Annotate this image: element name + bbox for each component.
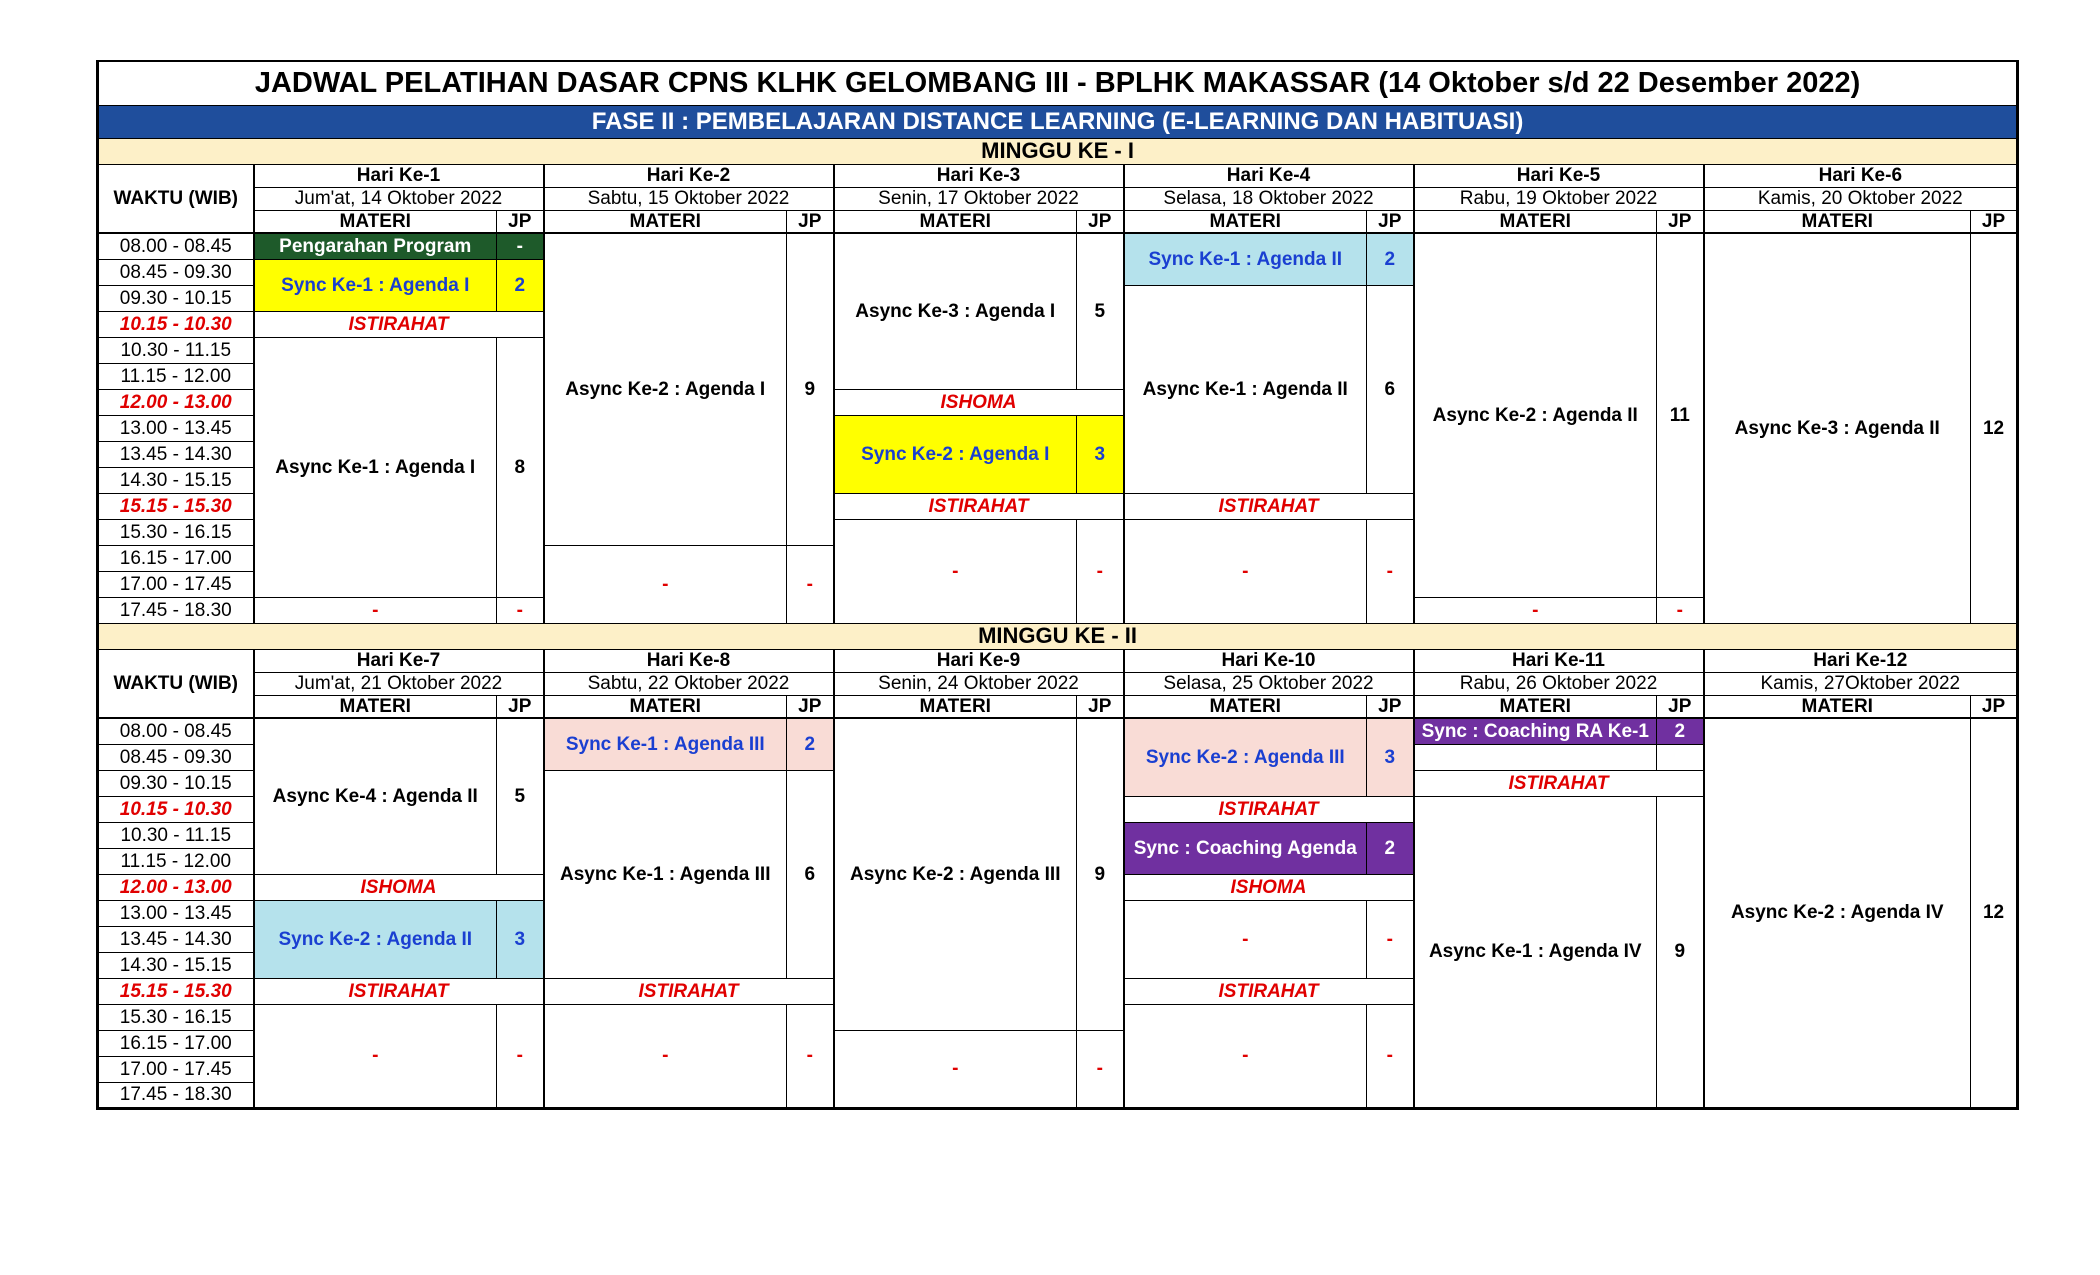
break-cell: ISTIRAHAT <box>254 311 544 337</box>
empty-jp: - <box>1367 1004 1414 1108</box>
empty-jp: - <box>787 1004 834 1108</box>
materi-cell: Sync : Coaching Agenda <box>1124 822 1367 874</box>
jp-cell: 5 <box>1077 233 1124 389</box>
break-cell: ISHOMA <box>254 874 544 900</box>
time-slot: 12.00 - 13.00 <box>98 389 254 415</box>
materi-header: MATERI <box>544 695 787 718</box>
materi-header: MATERI <box>1414 695 1657 718</box>
jp-header: JP <box>1971 210 2018 233</box>
day-header: Hari Ke-7 <box>254 649 544 672</box>
materi-cell: Async Ke-2 : Agenda I <box>544 233 787 545</box>
jp-header: JP <box>1971 695 2018 718</box>
time-slot: 09.30 - 10.15 <box>98 285 254 311</box>
materi-cell: Async Ke-4 : Agenda II <box>254 718 497 874</box>
jp-header: JP <box>787 695 834 718</box>
day-date: Kamis, 20 Oktober 2022 <box>1704 187 2018 210</box>
materi-cell: Sync Ke-2 : Agenda III <box>1124 718 1367 796</box>
waktu-header: WAKTU (WIB) <box>98 649 254 718</box>
blank-cell <box>1414 744 1657 770</box>
jp-cell: 2 <box>787 718 834 770</box>
time-slot: 13.00 - 13.45 <box>98 415 254 441</box>
time-slot: 09.30 - 10.15 <box>98 770 254 796</box>
empty-jp: - <box>1077 1030 1124 1108</box>
break-cell: ISTIRAHAT <box>1124 493 1414 519</box>
time-slot: 15.30 - 16.15 <box>98 519 254 545</box>
break-cell: ISHOMA <box>1124 874 1414 900</box>
empty-materi: - <box>834 1030 1077 1108</box>
time-slot: 17.00 - 17.45 <box>98 1056 254 1082</box>
day-header: Hari Ke-3 <box>834 164 1124 187</box>
phase-banner: FASE II : PEMBELAJARAN DISTANCE LEARNING (E-LEARNING DAN HABITUASI) <box>98 105 2018 138</box>
document-title: JADWAL PELATIHAN DASAR CPNS KLHK GELOMBANG III - BPLHK MAKASSAR (14 Oktober s/d 22 Desember 2022) <box>98 61 2018 105</box>
time-slot: 16.15 - 17.00 <box>98 1030 254 1056</box>
empty-jp: - <box>787 545 834 623</box>
materi-cell: Async Ke-1 : Agenda I <box>254 337 497 597</box>
materi-cell: Async Ke-1 : Agenda IV <box>1414 796 1657 1108</box>
time-slot: 10.30 - 11.15 <box>98 822 254 848</box>
jp-cell: 11 <box>1657 233 1704 597</box>
day-header: Hari Ke-12 <box>1704 649 2018 672</box>
jp-cell: 9 <box>1657 796 1704 1108</box>
jp-cell: 2 <box>1367 822 1414 874</box>
day-header: Hari Ke-5 <box>1414 164 1704 187</box>
jp-cell: 3 <box>1077 415 1124 493</box>
materi-header: MATERI <box>834 210 1077 233</box>
materi-header: MATERI <box>254 210 497 233</box>
empty-jp: - <box>1367 519 1414 623</box>
empty-materi: - <box>1124 1004 1367 1108</box>
jp-cell: 2 <box>1367 233 1414 285</box>
day-header: Hari Ke-11 <box>1414 649 1704 672</box>
jp-cell: 9 <box>1077 718 1124 1030</box>
break-cell: ISTIRAHAT <box>544 978 834 1004</box>
materi-cell: Sync Ke-2 : Agenda II <box>254 900 497 978</box>
jp-cell: 5 <box>497 718 544 874</box>
time-slot: 15.15 - 15.30 <box>98 978 254 1004</box>
day-date: Selasa, 25 Oktober 2022 <box>1124 672 1414 695</box>
empty-jp: - <box>1657 597 1704 623</box>
jp-header: JP <box>497 695 544 718</box>
time-slot: 08.45 - 09.30 <box>98 259 254 285</box>
break-cell: ISTIRAHAT <box>834 493 1124 519</box>
materi-cell: Async Ke-3 : Agenda II <box>1704 233 1971 623</box>
materi-cell: Sync Ke-1 : Agenda I <box>254 259 497 311</box>
break-cell: ISTIRAHAT <box>1124 796 1414 822</box>
materi-header: MATERI <box>834 695 1077 718</box>
materi-header: MATERI <box>254 695 497 718</box>
schedule-table <box>96 60 2019 1110</box>
empty-jp: - <box>497 1004 544 1108</box>
empty-materi: - <box>254 597 497 623</box>
day-date: Kamis, 27Oktober 2022 <box>1704 672 2018 695</box>
empty-jp: - <box>497 597 544 623</box>
time-slot: 15.30 - 16.15 <box>98 1004 254 1030</box>
time-slot: 08.00 - 08.45 <box>98 718 254 744</box>
day-date: Senin, 17 Oktober 2022 <box>834 187 1124 210</box>
jp-cell: 12 <box>1971 233 2018 623</box>
blank-cell <box>1657 744 1704 770</box>
materi-cell: Sync : Coaching RA Ke-1 <box>1414 718 1657 744</box>
day-date: Selasa, 18 Oktober 2022 <box>1124 187 1414 210</box>
jp-header: JP <box>1367 695 1414 718</box>
time-slot: 17.45 - 18.30 <box>98 1082 254 1108</box>
materi-cell: Async Ke-2 : Agenda II <box>1414 233 1657 597</box>
jp-header: JP <box>1077 695 1124 718</box>
time-slot: 13.45 - 14.30 <box>98 441 254 467</box>
time-slot: 10.15 - 10.30 <box>98 796 254 822</box>
time-slot: 10.30 - 11.15 <box>98 337 254 363</box>
jp-header: JP <box>1657 695 1704 718</box>
break-cell: ISTIRAHAT <box>254 978 544 1004</box>
empty-materi: - <box>834 519 1077 623</box>
day-header: Hari Ke-2 <box>544 164 834 187</box>
materi-header: MATERI <box>1414 210 1657 233</box>
materi-cell: Async Ke-1 : Agenda III <box>544 770 787 978</box>
day-date: Rabu, 26 Oktober 2022 <box>1414 672 1704 695</box>
materi-cell: Async Ke-1 : Agenda II <box>1124 285 1367 493</box>
time-slot: 17.00 - 17.45 <box>98 571 254 597</box>
materi-header: MATERI <box>1704 695 1971 718</box>
time-slot: 14.30 - 15.15 <box>98 467 254 493</box>
time-slot: 08.00 - 08.45 <box>98 233 254 259</box>
time-slot: 08.45 - 09.30 <box>98 744 254 770</box>
day-header: Hari Ke-6 <box>1704 164 2018 187</box>
materi-cell: Async Ke-2 : Agenda III <box>834 718 1077 1030</box>
empty-jp: - <box>1367 900 1414 978</box>
week-label: MINGGU KE - II <box>98 623 2018 649</box>
time-slot: 10.15 - 10.30 <box>98 311 254 337</box>
day-date: Jum'at, 14 Oktober 2022 <box>254 187 544 210</box>
jp-cell: - <box>497 233 544 259</box>
day-header: Hari Ke-4 <box>1124 164 1414 187</box>
waktu-header: WAKTU (WIB) <box>98 164 254 233</box>
jp-cell: 6 <box>787 770 834 978</box>
time-slot: 13.45 - 14.30 <box>98 926 254 952</box>
materi-cell: Sync Ke-1 : Agenda III <box>544 718 787 770</box>
day-header: Hari Ke-10 <box>1124 649 1414 672</box>
materi-cell: Sync Ke-2 : Agenda I <box>834 415 1077 493</box>
empty-materi: - <box>1414 597 1657 623</box>
jp-cell: 6 <box>1367 285 1414 493</box>
day-header: Hari Ke-1 <box>254 164 544 187</box>
materi-header: MATERI <box>1124 695 1367 718</box>
day-date: Jum'at, 21 Oktober 2022 <box>254 672 544 695</box>
jp-cell: 2 <box>497 259 544 311</box>
jp-cell: 9 <box>787 233 834 545</box>
day-date: Senin, 24 Oktober 2022 <box>834 672 1124 695</box>
day-date: Sabtu, 22 Oktober 2022 <box>544 672 834 695</box>
empty-jp: - <box>1077 519 1124 623</box>
jp-cell: 3 <box>497 900 544 978</box>
break-cell: ISTIRAHAT <box>1124 978 1414 1004</box>
materi-header: MATERI <box>1124 210 1367 233</box>
time-slot: 14.30 - 15.15 <box>98 952 254 978</box>
materi-header: MATERI <box>1704 210 1971 233</box>
jp-cell: 12 <box>1971 718 2018 1108</box>
time-slot: 11.15 - 12.00 <box>98 363 254 389</box>
break-cell: ISHOMA <box>834 389 1124 415</box>
jp-header: JP <box>497 210 544 233</box>
time-slot: 15.15 - 15.30 <box>98 493 254 519</box>
jp-header: JP <box>1657 210 1704 233</box>
empty-materi: - <box>544 545 787 623</box>
empty-materi: - <box>1124 900 1367 978</box>
empty-materi: - <box>254 1004 497 1108</box>
empty-materi: - <box>544 1004 787 1108</box>
time-slot: 12.00 - 13.00 <box>98 874 254 900</box>
day-header: Hari Ke-9 <box>834 649 1124 672</box>
materi-cell: Async Ke-3 : Agenda I <box>834 233 1077 389</box>
time-slot: 11.15 - 12.00 <box>98 848 254 874</box>
day-header: Hari Ke-8 <box>544 649 834 672</box>
jp-header: JP <box>1367 210 1414 233</box>
materi-cell: Async Ke-2 : Agenda IV <box>1704 718 1971 1108</box>
day-date: Sabtu, 15 Oktober 2022 <box>544 187 834 210</box>
break-cell: ISTIRAHAT <box>1414 770 1704 796</box>
jp-cell: 2 <box>1657 718 1704 744</box>
empty-materi: - <box>1124 519 1367 623</box>
materi-header: MATERI <box>544 210 787 233</box>
materi-cell: Pengarahan Program <box>254 233 497 259</box>
time-slot: 13.00 - 13.45 <box>98 900 254 926</box>
time-slot: 17.45 - 18.30 <box>98 597 254 623</box>
jp-header: JP <box>1077 210 1124 233</box>
week-label: MINGGU KE - I <box>98 138 2018 164</box>
jp-cell: 8 <box>497 337 544 597</box>
time-slot: 16.15 - 17.00 <box>98 545 254 571</box>
materi-cell: Sync Ke-1 : Agenda II <box>1124 233 1367 285</box>
day-date: Rabu, 19 Oktober 2022 <box>1414 187 1704 210</box>
schedule-document <box>96 60 2016 1110</box>
jp-cell: 3 <box>1367 718 1414 796</box>
jp-header: JP <box>787 210 834 233</box>
